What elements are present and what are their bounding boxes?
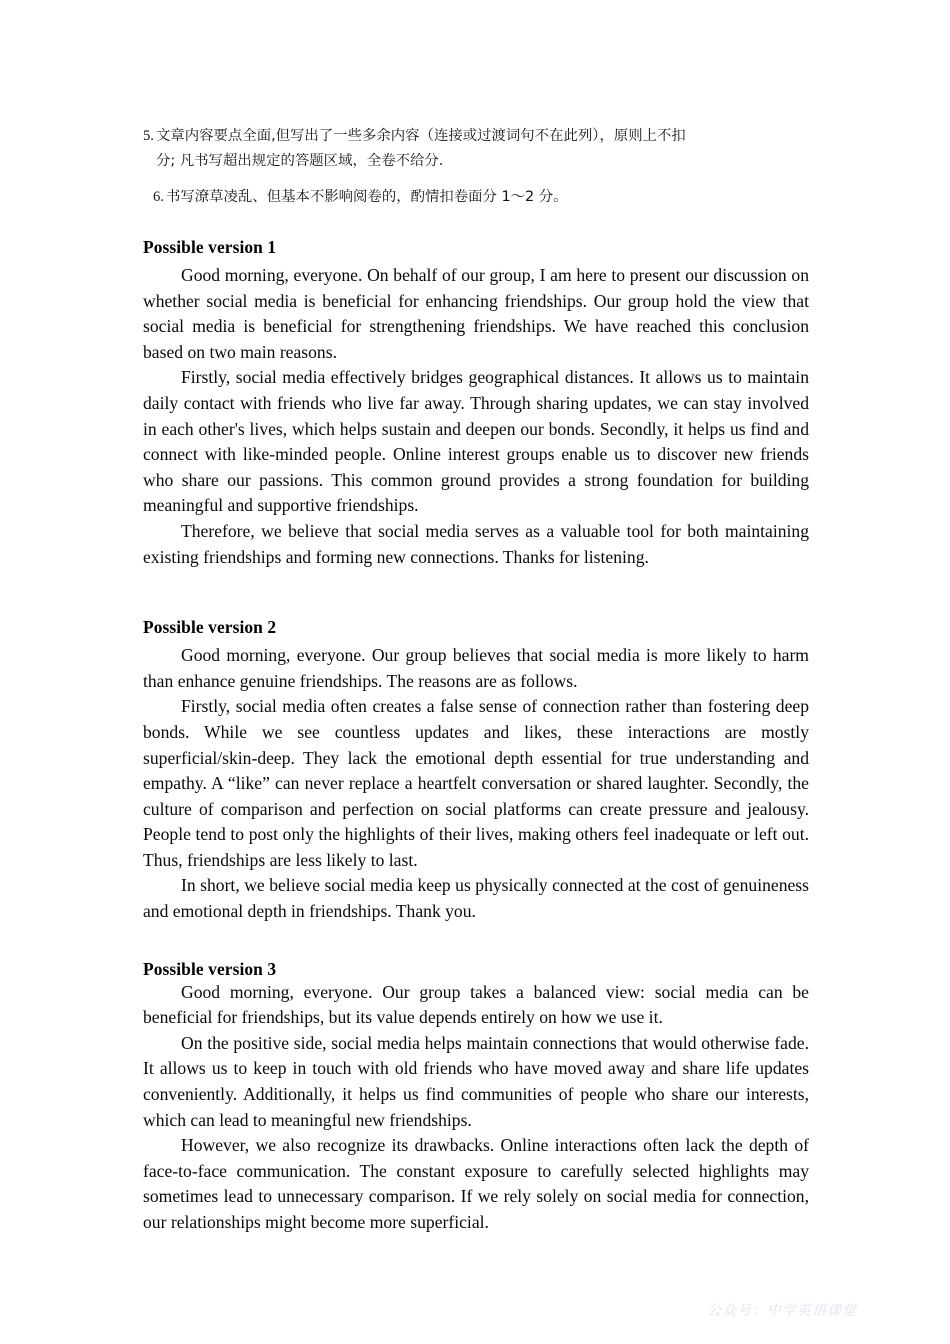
version-2-paragraph-2: Firstly, social media often creates a false sense of connection rather than fostering deep bonds. While we see countless updates and likes, these interactions are mostly superficial/skin-deep. They lack the emotional depth essential for true understanding and empathy. A “like” can never replace a heartfelt conversation or shared laughter. Secondly, the culture of comparison and perfection on social platforms can create pressure and jealousy. People tend to post only the highlights of their lives, making others feel inadequate or left out. Thus, friendships are less likely to last. xyxy=(143,696,809,870)
heading-possible-version-1: Possible version 1 xyxy=(143,237,277,257)
version-1-paragraph-2: Firstly, social media effectively bridges geographical distances. It allows us to maintain daily contact with friends who live far away. Through sharing updates, we can stay involved in each other's lives, which helps sustain and deepen our bonds. Secondly, it helps us find and connect with like-minded people. Online interest groups enable us to discover new friends who share our passions. This common ground provides a strong foundation for building meaningful and supportive friendships. xyxy=(143,367,809,516)
scoring-note-6-body: 书写潦草凌乱、但基本不影响阅卷的，酌情扣卷面分 1～2 分。 xyxy=(165,189,568,205)
document-content xyxy=(143,124,809,1236)
scoring-note-5-line1: 文章内容要点全面,但写出了一些多余内容（连接或过渡词句不在此列），原则上不扣 xyxy=(155,128,686,144)
scoring-note-6-number: 6. xyxy=(153,189,164,205)
watermark-text: 公众号：中学英语课堂 xyxy=(707,1303,857,1319)
version-3-paragraph-1: Good morning, everyone. Our group takes a balanced view: social media can be beneficial for friendships, but its value depends entirely on how we use it. xyxy=(143,981,809,1028)
version-1-paragraph-3: Therefore, we believe that social media serves as a valuable tool for both maintaining existing friendships and forming new connections. Thanks for listening. xyxy=(143,520,809,567)
scoring-note-6 xyxy=(143,185,809,210)
version-3-paragraph-2: On the positive side, social media helps maintain connections that would otherwise fade. It allows us to keep in touch with old friends who have moved away and share life updates conveniently. Additionally, it helps us find communities of people who share our interests, which can lead to meaningful new friendships. xyxy=(143,1032,809,1130)
scoring-note-5-number: 5. xyxy=(143,128,154,144)
version-3-paragraph-3: However, we also recognize its drawbacks. Online interactions often lack the depth of face-to-face communication. The constant exposure to carefully selected highlights may sometimes lead to unnecessary comparison. If we rely solely on social media for connection, our relationships might become more superficial. xyxy=(143,1135,809,1232)
scoring-note-5-line2: 分; 凡书写超出规定的答题区域，全卷不给分. xyxy=(155,153,444,169)
version-2-paragraph-3: In short, we believe social media keep us physically connected at the cost of genuineness and emotional depth in friendships. Thank you. xyxy=(143,875,809,922)
version-2-paragraph-1: Good morning, everyone. Our group believes that social media is more likely to harm than enhance genuine friendships. The reasons are as follows. xyxy=(143,645,809,691)
version-1-paragraph-1: Good morning, everyone. On behalf of our group, I am here to present our discussion on whether social media is beneficial for enhancing friendships. Our group hold the view that social media is beneficial for strengthening friendships. We have reached this conclusion based on two main reasons. xyxy=(143,265,809,362)
scoring-note-5 xyxy=(143,124,809,174)
heading-possible-version-3: Possible version 3 xyxy=(143,958,277,979)
heading-possible-version-2: Possible version 2 xyxy=(143,617,277,638)
scoring-note-5-body xyxy=(156,124,809,174)
